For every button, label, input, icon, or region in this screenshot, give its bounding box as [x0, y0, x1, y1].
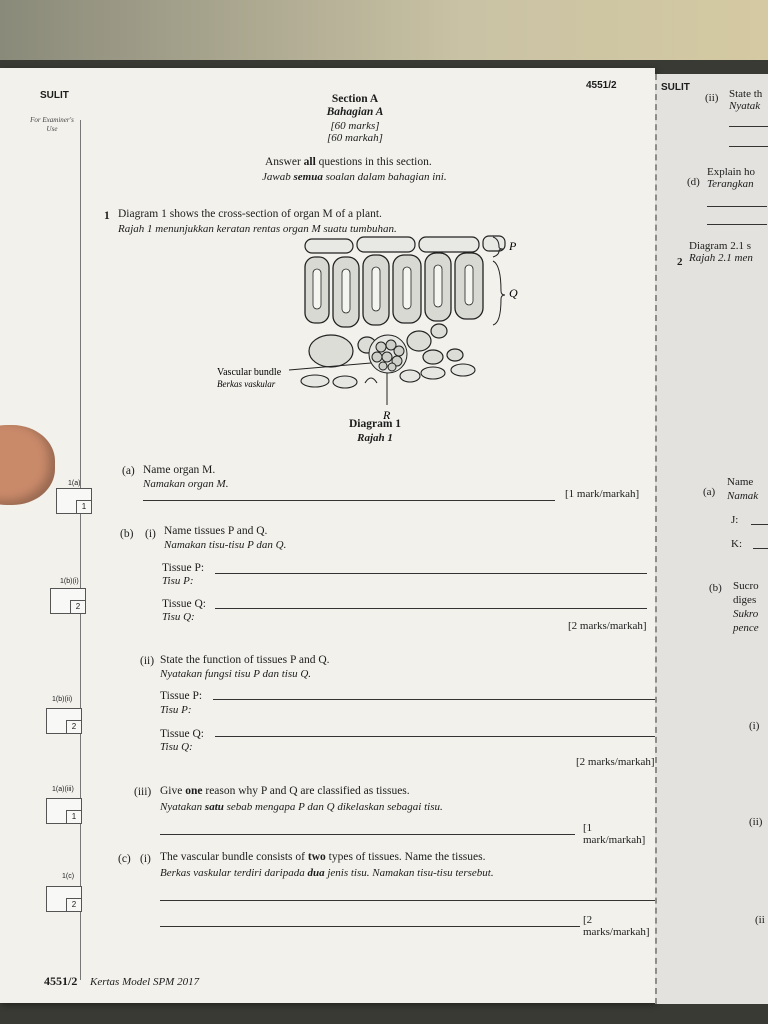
next-state: State th	[729, 88, 763, 100]
b-ii-tissue-p-ms: Tisu P:	[160, 704, 192, 716]
background-surface	[0, 0, 768, 60]
next-b: (b)	[709, 582, 722, 594]
next-q2-ms: Rajah 2.1 men	[689, 252, 753, 264]
b-i-tissue-q: Tissue Q:	[162, 598, 206, 610]
next-line-4	[707, 224, 767, 225]
footer-text: Kertas Model SPM 2017	[90, 976, 200, 988]
next-page-edge	[655, 74, 768, 1004]
label-vascular: Vascular bundle	[217, 367, 282, 378]
b-ii-tissue-p: Tissue P:	[160, 690, 203, 702]
next-explain: Explain ho	[707, 166, 755, 178]
part-b-ii-text-ms: Nyatakan fungsi tisu P dan tisu Q.	[160, 668, 312, 680]
vascular-bundle	[369, 335, 407, 373]
instruction-text-1: Answer	[265, 156, 304, 168]
answer-line-b-i-p[interactable]	[215, 573, 647, 574]
part-b-iii-text	[160, 785, 410, 797]
section-marks-ms: [60 markah]	[327, 132, 383, 144]
next-name: Name	[727, 476, 754, 488]
c-i-bold: two	[307, 851, 326, 863]
label-p: P	[509, 239, 517, 253]
next-i: (i)	[749, 720, 760, 732]
label-r: R	[383, 408, 391, 422]
b-i-tissue-p-ms: Tisu P:	[162, 575, 194, 587]
score-box-label-a: 1(a)	[68, 480, 81, 487]
exam-page	[0, 68, 655, 1003]
footer-code: 4551/2	[44, 974, 78, 988]
part-a-marks: [1 mark/markah]	[565, 488, 640, 500]
question-number: 1	[104, 210, 110, 222]
next-line-2	[729, 146, 768, 147]
paper-code: 4551/2	[586, 80, 617, 91]
next-line-3	[707, 206, 767, 207]
next-ii: (ii)	[705, 92, 719, 104]
b-i-tissue-q-ms: Tisu Q:	[162, 611, 195, 623]
part-b-i-roman: (i)	[145, 528, 156, 540]
score-box-max-b-i: 2	[70, 600, 85, 613]
score-box-label-b-i: 1(b)(i)	[60, 578, 79, 585]
section-title-ms: Bahagian A	[326, 106, 384, 118]
label-q: Q	[509, 286, 518, 300]
epidermis-cells	[305, 236, 505, 253]
part-b-i-text-ms: Namakan tisu-tisu P dan Q.	[164, 539, 287, 551]
next-pence: pence	[733, 622, 759, 634]
bracket-q	[493, 261, 505, 325]
b-iii-ms-text-1: Nyatakan	[160, 801, 205, 813]
c-i-ms-text-2: jenis tisu. Namakan tisu-tisu tersebut.	[324, 867, 494, 879]
answer-line-b-ii-q[interactable]	[215, 736, 660, 737]
part-b-iii-roman: (iii)	[134, 786, 152, 798]
instruction-ms-bold: semua	[293, 171, 323, 183]
part-b-ii-text: State the function of tissues P and Q.	[160, 654, 330, 666]
answer-line-b-ii-p[interactable]	[213, 699, 658, 700]
b-i-tissue-p: Tissue P:	[162, 562, 205, 574]
next-k: K:	[731, 538, 742, 550]
next-line-k	[753, 548, 768, 549]
score-box-a[interactable]	[56, 488, 92, 514]
next-nyatak: Nyatak	[729, 100, 761, 112]
b-iii-text-1: Give	[160, 785, 186, 797]
part-c-i-text-ms	[160, 867, 494, 879]
c-i-ms-bold: dua	[307, 867, 325, 879]
instruction-text-2: questions in this section.	[315, 156, 432, 168]
question-stem: Diagram 1 shows the cross-section of organ M of a plant.	[118, 208, 382, 220]
next-line-j	[751, 524, 768, 525]
next-namak: Namak	[727, 490, 759, 502]
instruction-bold: all	[303, 156, 316, 168]
part-b-i-marks: [2 marks/markah]	[568, 620, 647, 632]
part-b-ii-marks: [2 marks/markah]	[576, 756, 655, 768]
answer-line-b-iii[interactable]	[160, 834, 575, 835]
score-box-label-b-ii: 1(b)(ii)	[52, 696, 73, 703]
part-b-iii-marks: [1 mark/markah]	[583, 822, 646, 846]
next-q2: Diagram 2.1 s	[689, 240, 752, 252]
next-ii-2: (ii)	[749, 816, 763, 828]
score-box-max-b-iii: 1	[66, 810, 81, 823]
next-sucro: Sucro	[733, 580, 759, 592]
score-box-label-c: 1(c)	[62, 873, 75, 880]
answer-line-b-i-q[interactable]	[215, 608, 647, 609]
sulit-label: SULIT	[40, 90, 69, 101]
part-b-iii-text-ms	[160, 801, 443, 813]
part-b-letter: (b)	[120, 528, 134, 540]
examiner-use-label: For Examiner's Use	[30, 116, 74, 133]
answer-line-c-i-2[interactable]	[160, 926, 580, 927]
c-i-text-2: types of tissues. Name the tissues.	[325, 851, 486, 863]
instruction-ms-text-1: Jawab	[262, 171, 294, 183]
part-c-i-text	[160, 851, 485, 863]
next-a: (a)	[703, 486, 716, 498]
next-line-1	[729, 126, 768, 127]
diagram-caption-ms: Rajah 1	[357, 432, 393, 444]
score-box-max-b-ii: 2	[66, 720, 81, 733]
part-b-ii-roman: (ii)	[140, 655, 155, 667]
part-c-i-marks: [2 marks/markah]	[583, 914, 650, 938]
c-i-text-1: The vascular bundle consists of	[160, 851, 308, 863]
next-diges: diges	[733, 594, 757, 606]
score-box-b-ii[interactable]	[46, 708, 82, 734]
c-i-ms-text-1: Berkas vaskular terdiri daripada	[160, 867, 308, 879]
diagram-caption: Diagram 1	[348, 418, 402, 430]
next-d: (d)	[687, 176, 700, 188]
margin-rule	[80, 120, 81, 980]
next-j: J:	[731, 514, 739, 526]
answer-line-a[interactable]	[143, 500, 555, 501]
answer-line-c-i-1[interactable]	[160, 900, 670, 901]
label-vascular-ms: Berkas vaskular	[217, 379, 276, 389]
b-ii-tissue-q-ms: Tisu Q:	[160, 741, 193, 753]
next-sukro: Sukro	[733, 608, 759, 620]
part-c-i-roman: (i)	[140, 853, 151, 865]
score-box-max-a: 1	[76, 500, 91, 513]
part-a-letter: (a)	[122, 465, 135, 477]
part-c-letter: (c)	[118, 853, 131, 865]
b-iii-bold: one	[185, 785, 203, 797]
b-iii-ms-text-2: sebab mengapa P dan Q dikelaskan sebagai tisu.	[223, 801, 443, 813]
section-instruction-ms	[262, 171, 447, 183]
score-box-label-b-iii: 1(a)(iii)	[52, 786, 74, 793]
instruction-ms-text-2: soalan dalam bahagian ini.	[322, 171, 447, 183]
next-iii: (ii	[755, 914, 765, 926]
b-iii-ms-bold: satu	[204, 801, 224, 813]
section-instruction	[265, 156, 432, 168]
part-b-i-text: Name tissues P and Q.	[164, 525, 268, 537]
next-sulit: SULIT	[661, 82, 690, 93]
b-iii-text-2: reason why P and Q are classified as tissues.	[202, 785, 410, 797]
part-a-text-ms: Namakan organ M.	[143, 478, 229, 490]
score-box-b-i[interactable]	[50, 588, 86, 614]
next-q2-num: 2	[677, 256, 683, 268]
palisade-cells	[305, 253, 483, 327]
section-title: Section A	[331, 93, 379, 105]
leaf-cross-section-diagram	[205, 233, 535, 423]
section-marks: [60 marks]	[330, 120, 380, 132]
score-box-b-iii[interactable]	[46, 798, 82, 824]
score-box-c[interactable]	[46, 886, 82, 912]
score-box-max-c: 2	[66, 898, 81, 911]
next-terangkan: Terangkan	[707, 178, 754, 190]
question-stem-ms: Rajah 1 menunjukkan keratan rentas organ M suatu tumbuhan.	[118, 223, 397, 235]
part-a-text: Name organ M.	[143, 464, 216, 476]
b-ii-tissue-q: Tissue Q:	[160, 728, 204, 740]
